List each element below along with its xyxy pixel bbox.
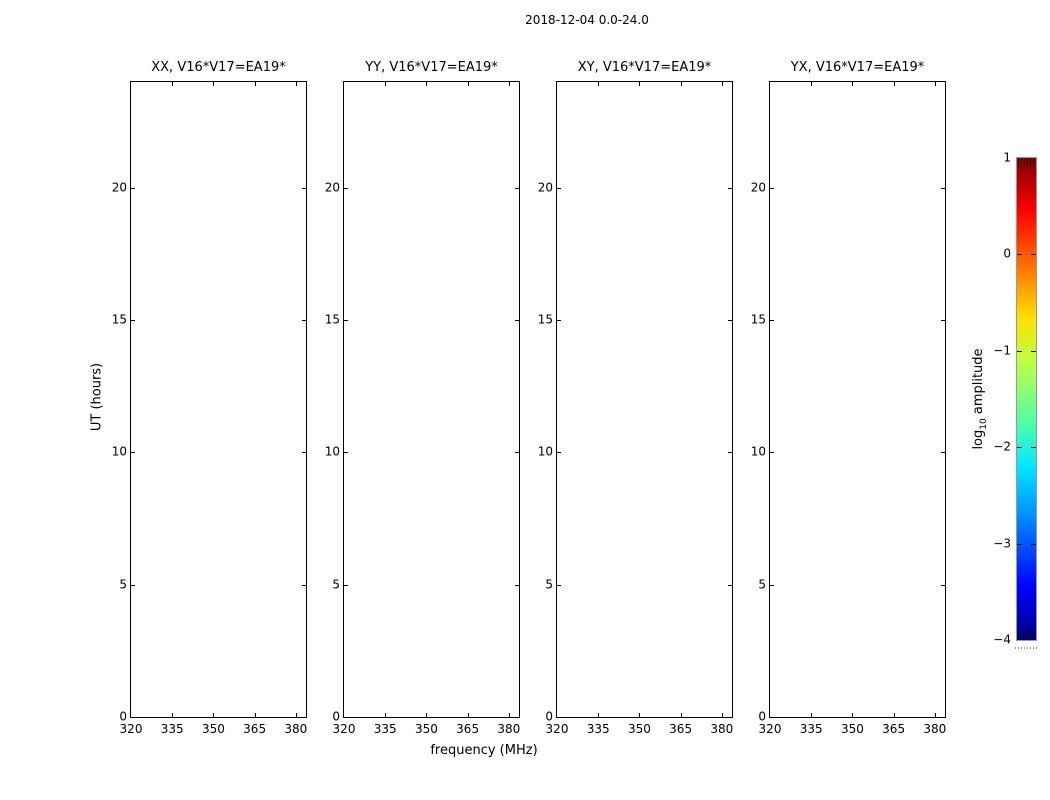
subplot-yx-title: YX, V16*V17=EA19* xyxy=(790,60,925,75)
x-tick-label: 335 xyxy=(373,722,397,736)
y-tick-mark-right xyxy=(515,585,519,586)
subplot-yy-title: YY, V16*V17=EA19* xyxy=(365,60,498,75)
x-tick-mark-bottom xyxy=(255,713,256,717)
x-tick-mark-top xyxy=(598,82,599,86)
x-tick-mark-bottom xyxy=(172,713,173,717)
subplot-yx xyxy=(750,60,947,736)
y-tick-mark-right xyxy=(515,320,519,321)
y-tick-mark-left xyxy=(557,452,561,453)
colorbar-below-dots xyxy=(1015,647,1038,649)
x-tick-mark-top xyxy=(172,82,173,86)
x-tick-mark-top xyxy=(639,82,640,86)
y-tick-label: 0 xyxy=(758,709,766,724)
colorbar-tick-mark-right xyxy=(1031,447,1036,448)
y-tick-label: 15 xyxy=(111,312,127,327)
x-tick-label: 365 xyxy=(243,722,267,736)
x-tick-label: 320 xyxy=(758,722,782,736)
x-tick-label: 365 xyxy=(456,722,480,736)
x-tick-mark-top xyxy=(426,82,427,86)
colorbar-label-prefix: log xyxy=(971,429,987,450)
x-tick-mark-top xyxy=(811,82,812,86)
y-tick-mark-right xyxy=(941,188,945,189)
y-tick-mark-left xyxy=(557,188,561,189)
x-tick-mark-bottom xyxy=(681,713,682,717)
y-tick-label: 0 xyxy=(332,709,340,724)
y-tick-mark-left xyxy=(770,188,774,189)
colorbar-top-fringe xyxy=(1018,159,1035,167)
x-tick-label: 365 xyxy=(669,722,693,736)
x-tick-mark-bottom xyxy=(722,713,723,717)
x-axis-label: frequency (MHz) xyxy=(430,743,538,758)
x-tick-mark-top xyxy=(894,82,895,86)
y-tick-label: 10 xyxy=(537,444,553,459)
x-tick-mark-bottom xyxy=(811,713,812,717)
colorbar-label xyxy=(971,348,989,449)
x-tick-mark-bottom xyxy=(468,713,469,717)
x-tick-label: 335 xyxy=(160,722,184,736)
y-tick-label: 15 xyxy=(537,312,553,327)
y-tick-mark-left xyxy=(770,585,774,586)
x-tick-label: 350 xyxy=(414,722,438,736)
colorbar xyxy=(1016,157,1037,641)
y-tick-label: 0 xyxy=(545,709,553,724)
x-tick-mark-top xyxy=(935,82,936,86)
x-tick-label: 365 xyxy=(882,722,906,736)
figure-title: 2018-12-04 0.0-24.0 xyxy=(525,13,649,27)
y-tick-label: 20 xyxy=(111,180,127,195)
colorbar-tick-label: 0 xyxy=(1003,246,1011,261)
y-tick-mark-left xyxy=(770,320,774,321)
subplot-yy xyxy=(324,60,521,736)
x-tick-mark-top xyxy=(468,82,469,86)
y-tick-label: 15 xyxy=(750,312,766,327)
y-tick-mark-left xyxy=(344,320,348,321)
colorbar-tick-mark-right xyxy=(1031,254,1036,255)
colorbar-tick-mark-right xyxy=(1031,351,1036,352)
x-tick-mark-bottom xyxy=(598,713,599,717)
x-tick-label: 320 xyxy=(119,722,143,736)
x-tick-mark-top xyxy=(509,82,510,86)
y-tick-mark-left xyxy=(131,320,135,321)
y-tick-label: 20 xyxy=(537,180,553,195)
x-tick-mark-bottom xyxy=(852,713,853,717)
x-tick-label: 320 xyxy=(332,722,356,736)
colorbar-bottom-fringe xyxy=(1018,631,1035,639)
colorbar-tick-label: −2 xyxy=(993,439,1011,454)
y-tick-mark-left xyxy=(557,585,561,586)
y-tick-mark-left xyxy=(131,188,135,189)
y-tick-mark-right xyxy=(728,585,732,586)
y-axis-label: UT (hours) xyxy=(89,362,105,432)
y-tick-mark-right xyxy=(515,452,519,453)
colorbar-tick-label: 1 xyxy=(1003,150,1011,165)
x-tick-mark-top xyxy=(296,82,297,86)
x-tick-mark-bottom xyxy=(213,713,214,717)
y-tick-label: 10 xyxy=(111,444,127,459)
x-tick-mark-bottom xyxy=(935,713,936,717)
x-tick-label: 380 xyxy=(284,722,308,736)
y-tick-mark-left xyxy=(344,452,348,453)
x-tick-mark-top xyxy=(852,82,853,86)
x-tick-mark-top xyxy=(722,82,723,86)
y-tick-mark-right xyxy=(515,188,519,189)
x-tick-label: 320 xyxy=(545,722,569,736)
y-tick-mark-right xyxy=(941,320,945,321)
x-tick-mark-top xyxy=(681,82,682,86)
x-tick-mark-bottom xyxy=(296,713,297,717)
y-tick-mark-left xyxy=(344,585,348,586)
x-tick-label: 380 xyxy=(923,722,947,736)
y-tick-mark-left xyxy=(131,452,135,453)
x-tick-mark-bottom xyxy=(639,713,640,717)
y-tick-mark-right xyxy=(302,452,306,453)
y-tick-label: 10 xyxy=(750,444,766,459)
y-tick-mark-right xyxy=(941,585,945,586)
y-tick-mark-right xyxy=(302,585,306,586)
y-tick-label: 10 xyxy=(324,444,340,459)
subplot-xy-title: XY, V16*V17=EA19* xyxy=(577,60,712,75)
colorbar-label-suffix: amplitude xyxy=(971,348,987,419)
colorbar-tick-label: −3 xyxy=(993,536,1011,551)
x-tick-mark-top xyxy=(213,82,214,86)
y-tick-mark-right xyxy=(728,320,732,321)
x-tick-mark-top xyxy=(255,82,256,86)
x-tick-mark-top xyxy=(385,82,386,86)
y-tick-mark-right xyxy=(302,188,306,189)
x-tick-mark-bottom xyxy=(509,713,510,717)
y-tick-label: 20 xyxy=(750,180,766,195)
y-tick-mark-left xyxy=(131,585,135,586)
x-tick-mark-bottom xyxy=(426,713,427,717)
colorbar-label-subscript: 10 xyxy=(978,418,989,430)
colorbar-tick-label: −4 xyxy=(993,632,1011,647)
x-tick-label: 335 xyxy=(799,722,823,736)
x-tick-label: 350 xyxy=(840,722,864,736)
x-tick-label: 350 xyxy=(201,722,225,736)
y-tick-mark-right xyxy=(728,452,732,453)
colorbar-tick-label: −1 xyxy=(993,343,1011,358)
y-tick-mark-right xyxy=(728,188,732,189)
y-tick-label: 15 xyxy=(324,312,340,327)
colorbar-tick-mark-left xyxy=(1017,447,1022,448)
colorbar-tick-mark-left xyxy=(1017,254,1022,255)
x-tick-label: 380 xyxy=(710,722,734,736)
x-tick-mark-bottom xyxy=(385,713,386,717)
y-tick-mark-left xyxy=(344,188,348,189)
y-tick-mark-left xyxy=(557,320,561,321)
subplot-xx xyxy=(111,60,308,736)
subplot-xx-title: XX, V16*V17=EA19* xyxy=(151,60,286,75)
subplot-xy xyxy=(537,60,734,736)
x-tick-label: 380 xyxy=(497,722,521,736)
y-tick-label: 5 xyxy=(119,577,127,592)
y-tick-mark-right xyxy=(941,452,945,453)
x-tick-label: 350 xyxy=(627,722,651,736)
y-tick-mark-left xyxy=(770,452,774,453)
x-tick-mark-bottom xyxy=(894,713,895,717)
x-tick-label: 335 xyxy=(586,722,610,736)
y-tick-label: 5 xyxy=(545,577,553,592)
y-tick-mark-right xyxy=(302,320,306,321)
colorbar-tick-mark-right xyxy=(1031,544,1036,545)
colorbar-tick-mark-left xyxy=(1017,351,1022,352)
colorbar-tick-mark-left xyxy=(1017,544,1022,545)
y-tick-label: 5 xyxy=(332,577,340,592)
y-tick-label: 20 xyxy=(324,180,340,195)
y-tick-label: 5 xyxy=(758,577,766,592)
y-tick-label: 0 xyxy=(119,709,127,724)
